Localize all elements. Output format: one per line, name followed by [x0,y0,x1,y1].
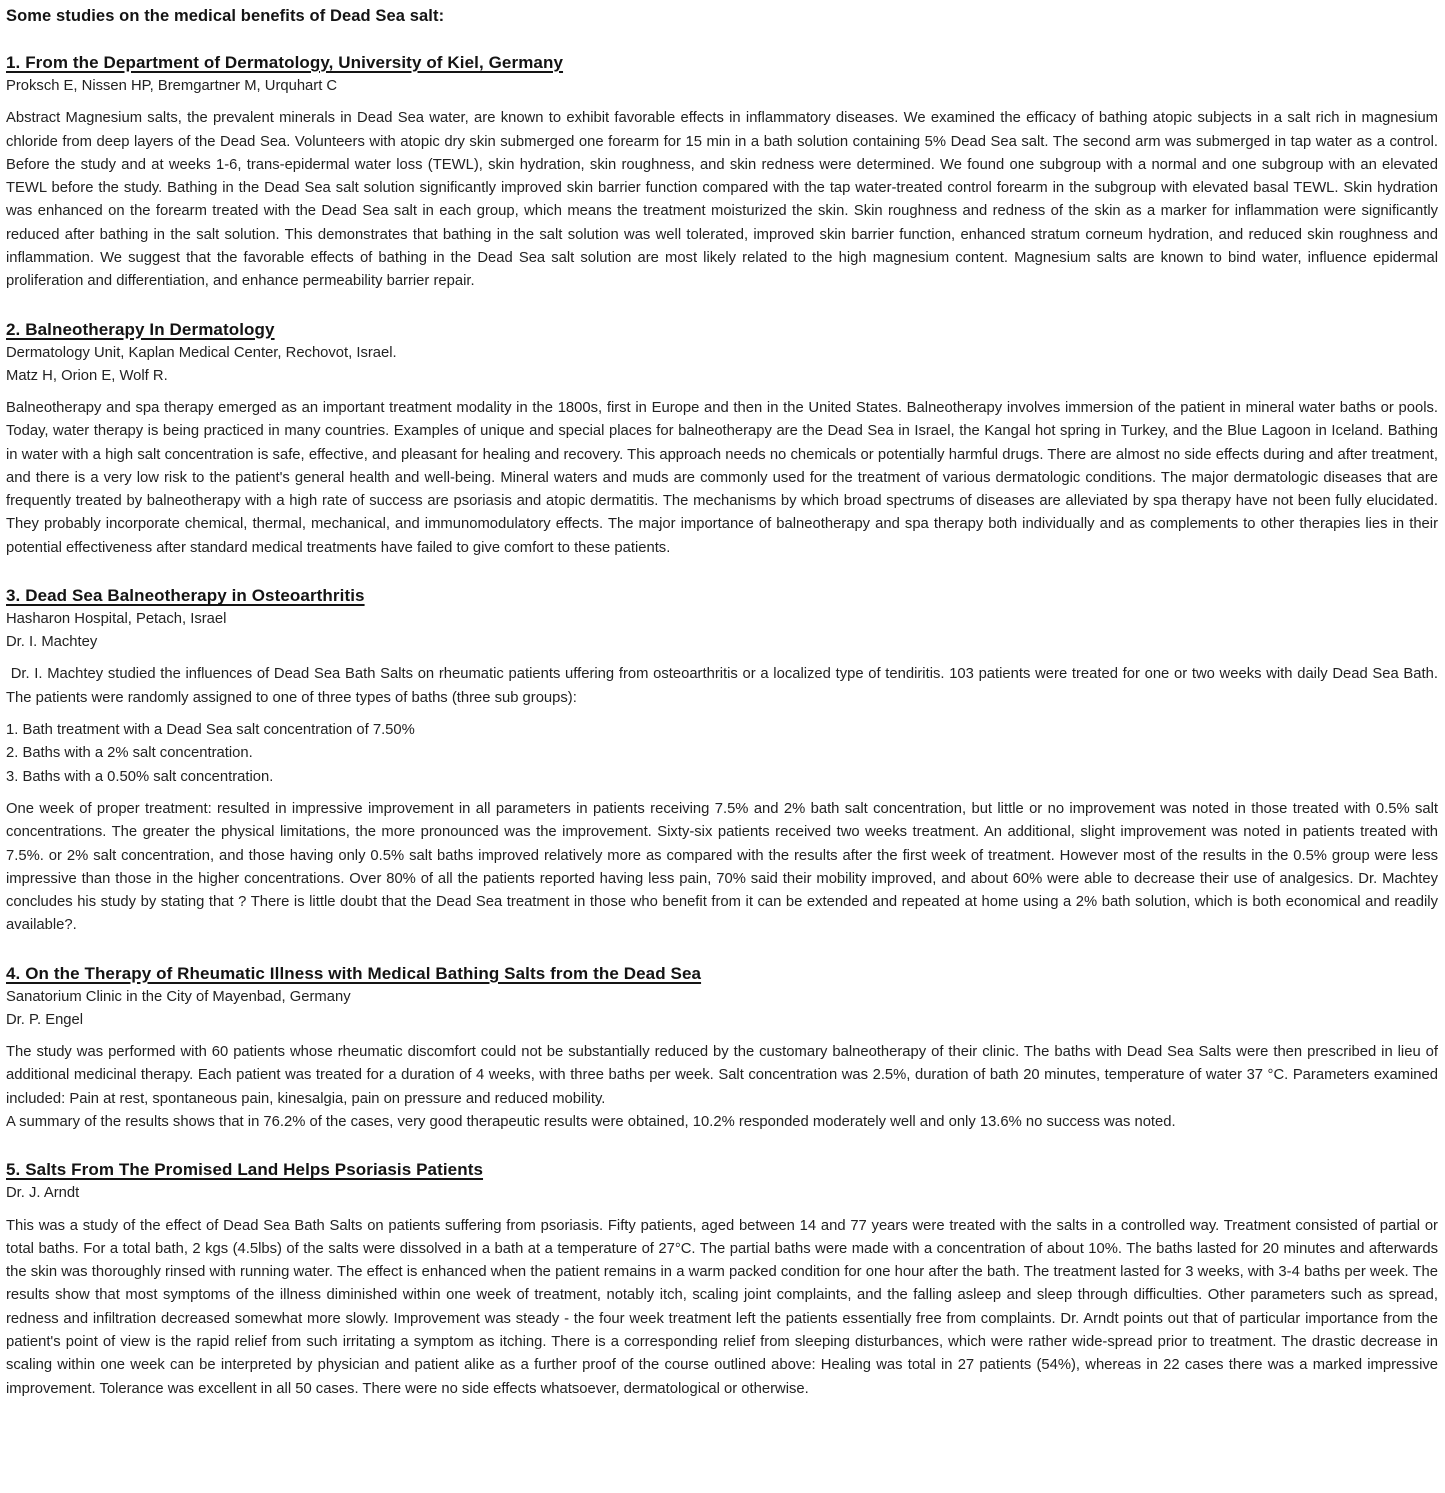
bath-group-item-3: 3. Baths with a 0.50% salt concentration. [6,768,274,785]
section-2-affiliation: Dermatology Unit, Kaplan Medical Center, Rechovot, Israel. [6,344,397,361]
bath-group-item-2: 2. Baths with a 2% salt concentration. [6,745,253,762]
section-psoriasis [6,1158,1438,1401]
bath-group-item-1: 1. Bath treatment with a Dead Sea salt concentration of 7.50% [6,722,415,739]
section-osteoarthritis [6,584,1438,938]
section-1-authors: Proksch E, Nissen HP, Bremgartner M, Urquhart C [6,78,338,94]
section-4-heading: 4. On the Therapy of Rheumatic Illness with Medical Bathing Salts from the Dead Sea [6,963,702,983]
section-4-author: Dr. P. Engel [6,1011,84,1028]
section-2-authors: Matz H, Orion E, Wolf R. [6,367,168,384]
section-4-affiliation: Sanatorium Clinic in the City of Mayenbad, Germany [6,988,351,1005]
section-5-paragraph: This was a study of the effect of Dead Sea Bath Salts on patients suffering from psoriasis. Fifty patients, aged between 14 and 77 years were treated with the salts in a controlled way. Treatment consisted of partial or total baths. For a total bath, 2 kgs (4.5lbs) of the salts were dissolved in a bath at a temperature of 27°C. The partial baths were made with a concentration of about 10%. The baths lasted for 20 minutes and afterwards the skin was thoroughly rinsed with running water. The effect is enhanced when the patient remains in a warm packed condition for one hour after the bath. The treatment lasted for 3 weeks, with 3-4 baths per week. The results show that most symptoms of the illness diminished within one week of treatment, notably itch, scaling joint complaints, and the falling asleep and sleep through difficulties. Other parameters such as spread, redness and infiltration decreased somewhat more slowly. Improvement was steady - the four week treatment left the patients essentially free from complaints. Dr. Arndt points out that of particular importance from the patient's point of view is the rapid relief from such irritating a symptom as itching. There is a corresponding relief from sleeping disturbances, which were rather wide-spread prior to treatment. The drastic decrease in scaling within one week can be interpreted by physician and patient alike as a further proof of the course outlined above: Healing was total in 27 patients (54%), whereas in 22 cases there was a marked impressive improvement. Tolerance was excellent in all 50 cases. There were no side effects whatsoever, dermatological or otherwise. [6,1217,1438,1397]
section-3-heading: 3. Dead Sea Balneotherapy in Osteoarthritis [6,586,365,606]
section-2-heading: 2. Balneotherapy In Dermatology [6,319,275,339]
section-dermatology-kiel [6,51,1438,294]
section-1-heading: 1. From the Department of Dermatology, University of Kiel, Germany [6,53,564,72]
section-1-abstract-paragraph: Abstract Magnesium salts, the prevalent minerals in Dead Sea water, are known to exhibit favorable effects in inflammatory diseases. We examined the efficacy of bathing atopic subjects in a salt rich in magnesium chloride from deep layers of the Dead Sea. Volunteers with atopic dry skin submerged one forearm for 15 min in a bath solution containing 5% Dead Sea salt. The second arm was submerged in tap water as a control. Before the study and at weeks 1-6, trans-epidermal water loss (TEWL), skin hydration, skin roughness, and skin redness were determined. We found one subgroup with a normal and one subgroup with an elevated TEWL before the study. Bathing in the Dead Sea salt solution significantly improved skin barrier function compared with the tap water-treated control forearm in the subgroup with elevated basal TEWL. Skin hydration was enhanced on the forearm treated with the Dead Sea salt in each group, which means the treatment moisturized the skin. Skin roughness and redness of the skin as a marker for inflammation were significantly reduced after bathing in the salt solution. This demonstrates that bathing in the salt solution was well tolerated, improved skin barrier function, enhanced stratum corneum hydration, and reduced skin roughness and inflammation. We suggest that the favorable effects of bathing in the Dead Sea salt solution are most likely related to the high magnesium content. Magnesium salts are known to bind water, influence epidermal proliferation and differentiation, and enhance permeability barrier repair. [6,110,1438,290]
section-4-summary-paragraph: A summary of the results shows that in 76.2% of the cases, very good therapeutic results were obtained, 10.2% responded moderately well and only 13.6% no success was noted. [6,1114,1176,1131]
section-3-affiliation: Hasharon Hospital, Petach, Israel [6,611,227,628]
section-2-paragraph: Balneotherapy and spa therapy emerged as an important treatment modality in the 1800s, first in Europe and then in the United States. Balneotherapy involves immersion of the patient in mineral water baths or pools. Today, water therapy is being practiced in many countries. Examples of unique and special places for balneotherapy are the Dead Sea in Israel, the Kangal hot spring in Turkey, and the Blue Lagoon in Iceland. Bathing in water with a high salt concentration is safe, effective, and pleasant for healing and recovery. This approach needs no chemicals or potentially harmful drugs. There are almost no side effects during and after treatment, and there is a very low risk to the patient's general health and well-being. Mineral waters and muds are commonly used for the treatment of various dermatologic conditions. The major dermatologic diseases that are frequently treated by balneotherapy with a high rate of success are psoriasis and atopic dermatitis. The mechanisms by which broad spectrums of diseases are alleviated by spa therapy have not been fully elucidated. They probably incorporate chemical, thermal, mechanical, and immunomodulatory effects. The major importance of balneotherapy and spa therapy both individually and as complements to other therapies lies in their potential effectiveness after standard medical treatments have failed to give comfort to these patients. [6,399,1438,556]
section-balneotherapy-dermatology [6,318,1438,560]
section-3-intro-paragraph: Dr. I. Machtey studied the influences of Dead Sea Bath Salts on rheumatic patients uffering from osteoarthritis or a localized type of tendiritis. 103 patients were treated for one or two weeks with daily Dead Sea Bath. The patients were randomly assigned to one of three types of baths (three sub groups): [6,666,1438,706]
section-3-author: Dr. I. Machtey [6,634,98,651]
section-5-heading: 5. Salts From The Promised Land Helps Psoriasis Patients [6,1160,484,1180]
section-4-study-paragraph: The study was performed with 60 patients whose rheumatic discomfort could not be substantially reduced by the customary balneotherapy of their clinic. The baths with Dead Sea Salts were then prescribed in lieu of additional medicinal therapy. Each patient was treated for a duration of 4 weeks, with three baths per week. Salt concentration was 2.5%, duration of bath 20 minutes, temperature of water 37 °C. Parameters examined included: Pain at rest, spontaneous pain, kinesalgia, pain on pressure and reduced mobility. [6,1044,1438,1107]
section-3-results-paragraph: One week of proper treatment: resulted in impressive improvement in all parameters in patients receiving 7.5% and 2% bath salt concentration, but little or no improvement was noted in those treated with 0.5% salt concentrations. The greater the physical limitations, the more pronounced was the improvement. Sixty-six patients received two weeks treatment. An additional, slight improvement was noted in patients treated with 7.5%. or 2% salt concentration, and those having only 0.5% salt baths improved relatively more as compared with the results after the first week of treatment. However most of the results in the 0.5% group were less impressive than those in the higher concentrations. Over 80% of all the patients reported having less pain, 70% said their mobility improved, and about 60% were able to decrease their use of analgesics. Dr. Machtey concludes his study by stating that ? There is little doubt that the Dead Sea treatment in those who benefit from it can be extended and repeated at home using a 2% bath solution, which is both economical and readily available?. [6,800,1438,934]
bath-groups-list [6,719,1438,789]
section-5-author: Dr. J. Arndt [6,1185,80,1202]
page-title: Some studies on the medical benefits of Dead Sea salt: [6,7,445,25]
section-rheumatic-illness [6,962,1438,1135]
